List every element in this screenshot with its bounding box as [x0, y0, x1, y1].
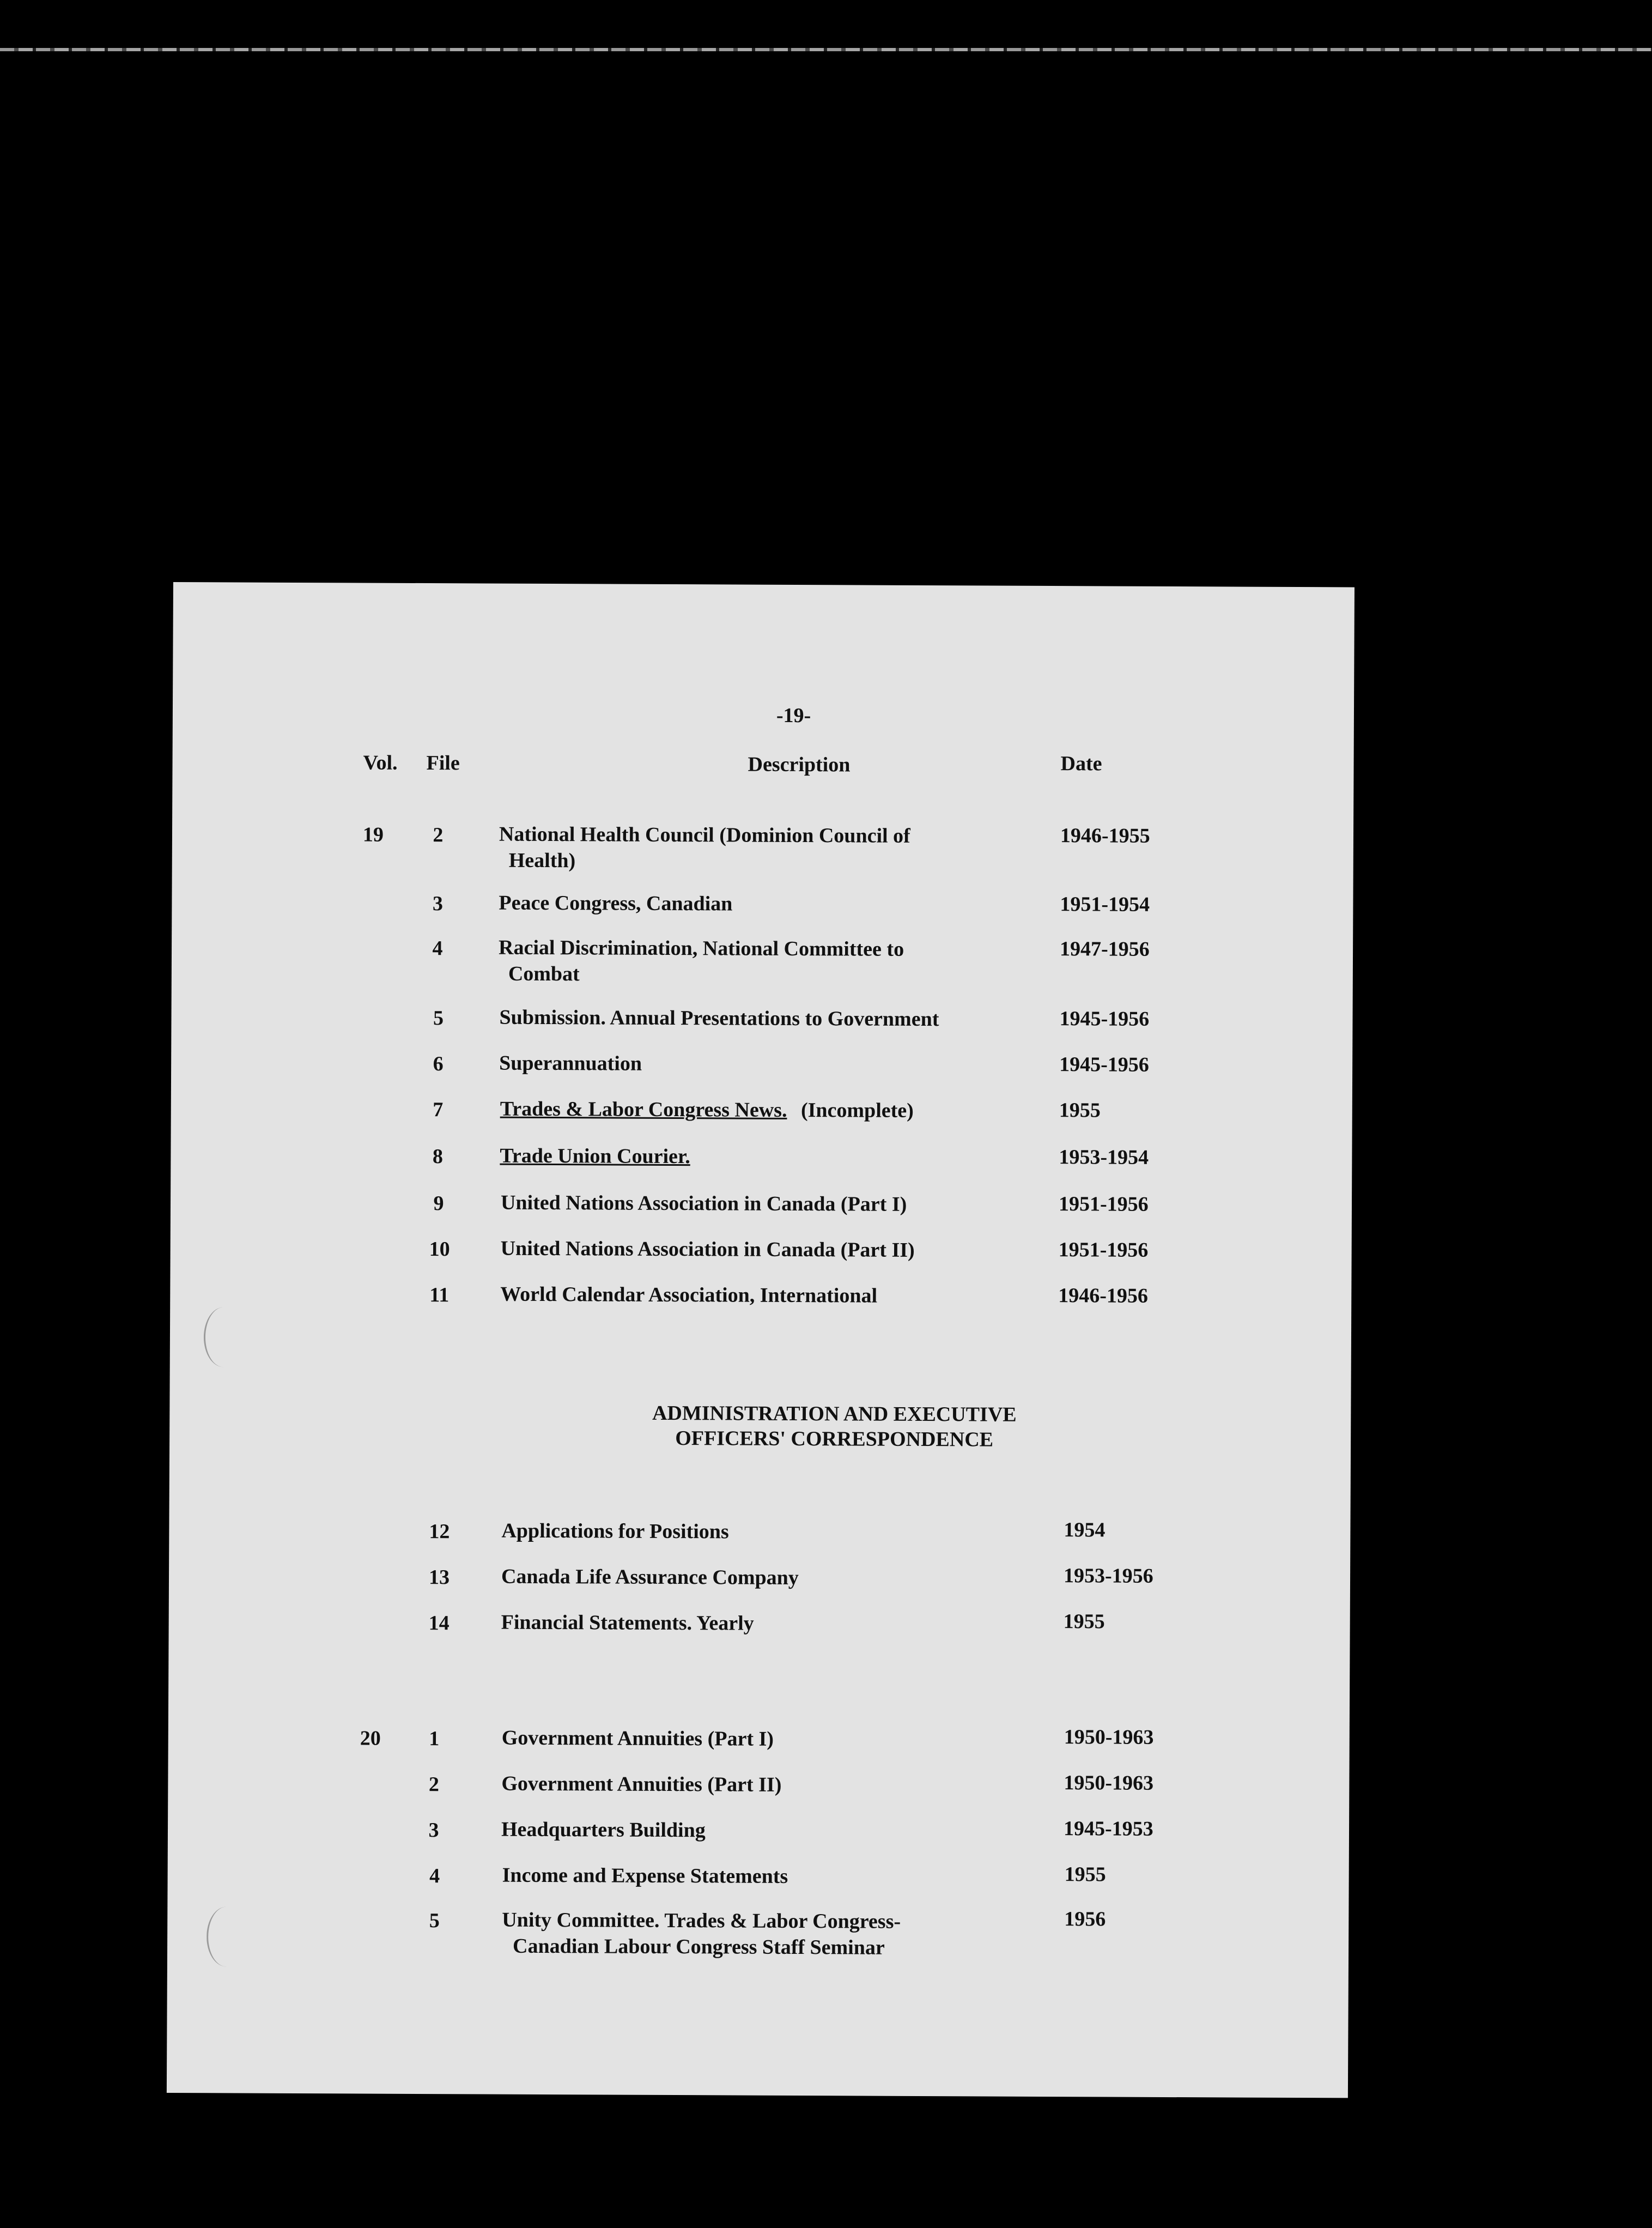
- file-description: Superannuation: [499, 1051, 642, 1075]
- file-date: 1945-1956: [1059, 1053, 1149, 1076]
- description-line: Unity Committee. Trades & Labor Congress-: [502, 1908, 901, 1933]
- punch-hole-mark: [206, 1906, 246, 1966]
- file-description: Applications for Positions: [501, 1519, 729, 1543]
- file-number: 11: [429, 1283, 450, 1307]
- file-description: [499, 821, 910, 875]
- header-date: Date: [1060, 752, 1102, 776]
- punch-hole-mark: [204, 1307, 244, 1367]
- description-suffix: (Incomplete): [800, 1099, 914, 1122]
- file-number: 5: [433, 1007, 444, 1030]
- file-number: 4: [432, 937, 443, 960]
- file-description: Income and Expense Statements: [502, 1863, 788, 1888]
- section-heading: [578, 1400, 1090, 1452]
- file-date: 1945-1956: [1059, 1007, 1150, 1031]
- publication-title: Trades & Labor Congress News.: [500, 1097, 787, 1122]
- file-description: World Calendar Association, International: [500, 1282, 878, 1307]
- file-description: [502, 1907, 901, 1961]
- file-date: 1947-1956: [1059, 937, 1150, 961]
- file-date: 1945-1953: [1063, 1817, 1153, 1840]
- file-number: 5: [429, 1909, 440, 1933]
- description-line-2: Combat: [508, 962, 580, 986]
- header-vol: Vol.: [363, 751, 398, 774]
- file-description: [500, 1096, 914, 1124]
- section-heading-line-2: OFFICERS' CORRESPONDENCE: [675, 1427, 994, 1451]
- file-date: 1951-1956: [1058, 1192, 1149, 1216]
- header-description: Description: [748, 753, 851, 777]
- file-date: 1953-1956: [1063, 1564, 1153, 1588]
- section-heading-line-1: ADMINISTRATION AND EXECUTIVE: [652, 1401, 1017, 1426]
- file-number: 13: [428, 1566, 450, 1589]
- file-number: 3: [428, 1819, 439, 1842]
- scan-edge-strip: [0, 48, 1652, 51]
- file-description: United Nations Association in Canada (Part II): [500, 1237, 915, 1262]
- file-number: 10: [429, 1238, 450, 1261]
- file-date: 1956: [1064, 1908, 1106, 1931]
- file-description: Financial Statements. Yearly: [501, 1611, 754, 1635]
- file-description: Headquarters Building: [501, 1818, 706, 1842]
- description-line: National Health Council (Dominion Council of: [499, 822, 910, 847]
- file-description: Government Annuities (Part II): [501, 1772, 782, 1796]
- description-line-2: Health): [508, 849, 576, 873]
- file-number: 6: [433, 1052, 444, 1076]
- file-number: 2: [428, 1773, 439, 1796]
- file-description: Government Annuities (Part I): [501, 1726, 774, 1751]
- file-number: 14: [428, 1612, 450, 1635]
- vol-19-label: 19: [362, 823, 384, 846]
- file-date: 1946-1956: [1058, 1284, 1149, 1307]
- file-number: 12: [429, 1520, 450, 1543]
- file-description: [499, 935, 904, 989]
- file-description: United Nations Association in Canada (Part I): [500, 1191, 907, 1216]
- file-date: 1954: [1064, 1518, 1106, 1542]
- file-number: 4: [429, 1864, 440, 1888]
- header-file: File: [426, 752, 460, 775]
- vol-20-label: 20: [360, 1727, 381, 1750]
- file-date: 1955: [1064, 1863, 1106, 1886]
- description-line: Racial Discrimination, National Committee to: [498, 936, 904, 961]
- file-number: 1: [429, 1727, 440, 1751]
- file-number: 7: [433, 1098, 444, 1122]
- description-line-2: Canadian Labour Congress Staff Seminar: [512, 1934, 885, 1959]
- file-description: Canada Life Assurance Company: [501, 1565, 799, 1590]
- file-number: 2: [433, 824, 444, 847]
- file-date: 1955: [1063, 1610, 1105, 1633]
- document-page: [167, 582, 1355, 2098]
- file-number: 3: [432, 892, 444, 916]
- file-description: Submission. Annual Presentations to Government: [499, 1006, 939, 1031]
- file-date: 1953-1954: [1059, 1146, 1149, 1169]
- file-date: 1955: [1059, 1099, 1101, 1122]
- publication-title: Trade Union Courier.: [500, 1144, 690, 1169]
- file-number: 9: [433, 1192, 444, 1215]
- page-number: -19-: [776, 704, 811, 728]
- file-date: 1951-1954: [1060, 893, 1150, 916]
- file-date: 1950-1963: [1064, 1726, 1154, 1749]
- file-date: 1951-1956: [1058, 1238, 1149, 1262]
- file-number: 8: [432, 1145, 443, 1169]
- file-description: Peace Congress, Canadian: [499, 891, 733, 916]
- file-date: 1946-1955: [1060, 824, 1150, 847]
- file-date: 1950-1963: [1064, 1771, 1154, 1795]
